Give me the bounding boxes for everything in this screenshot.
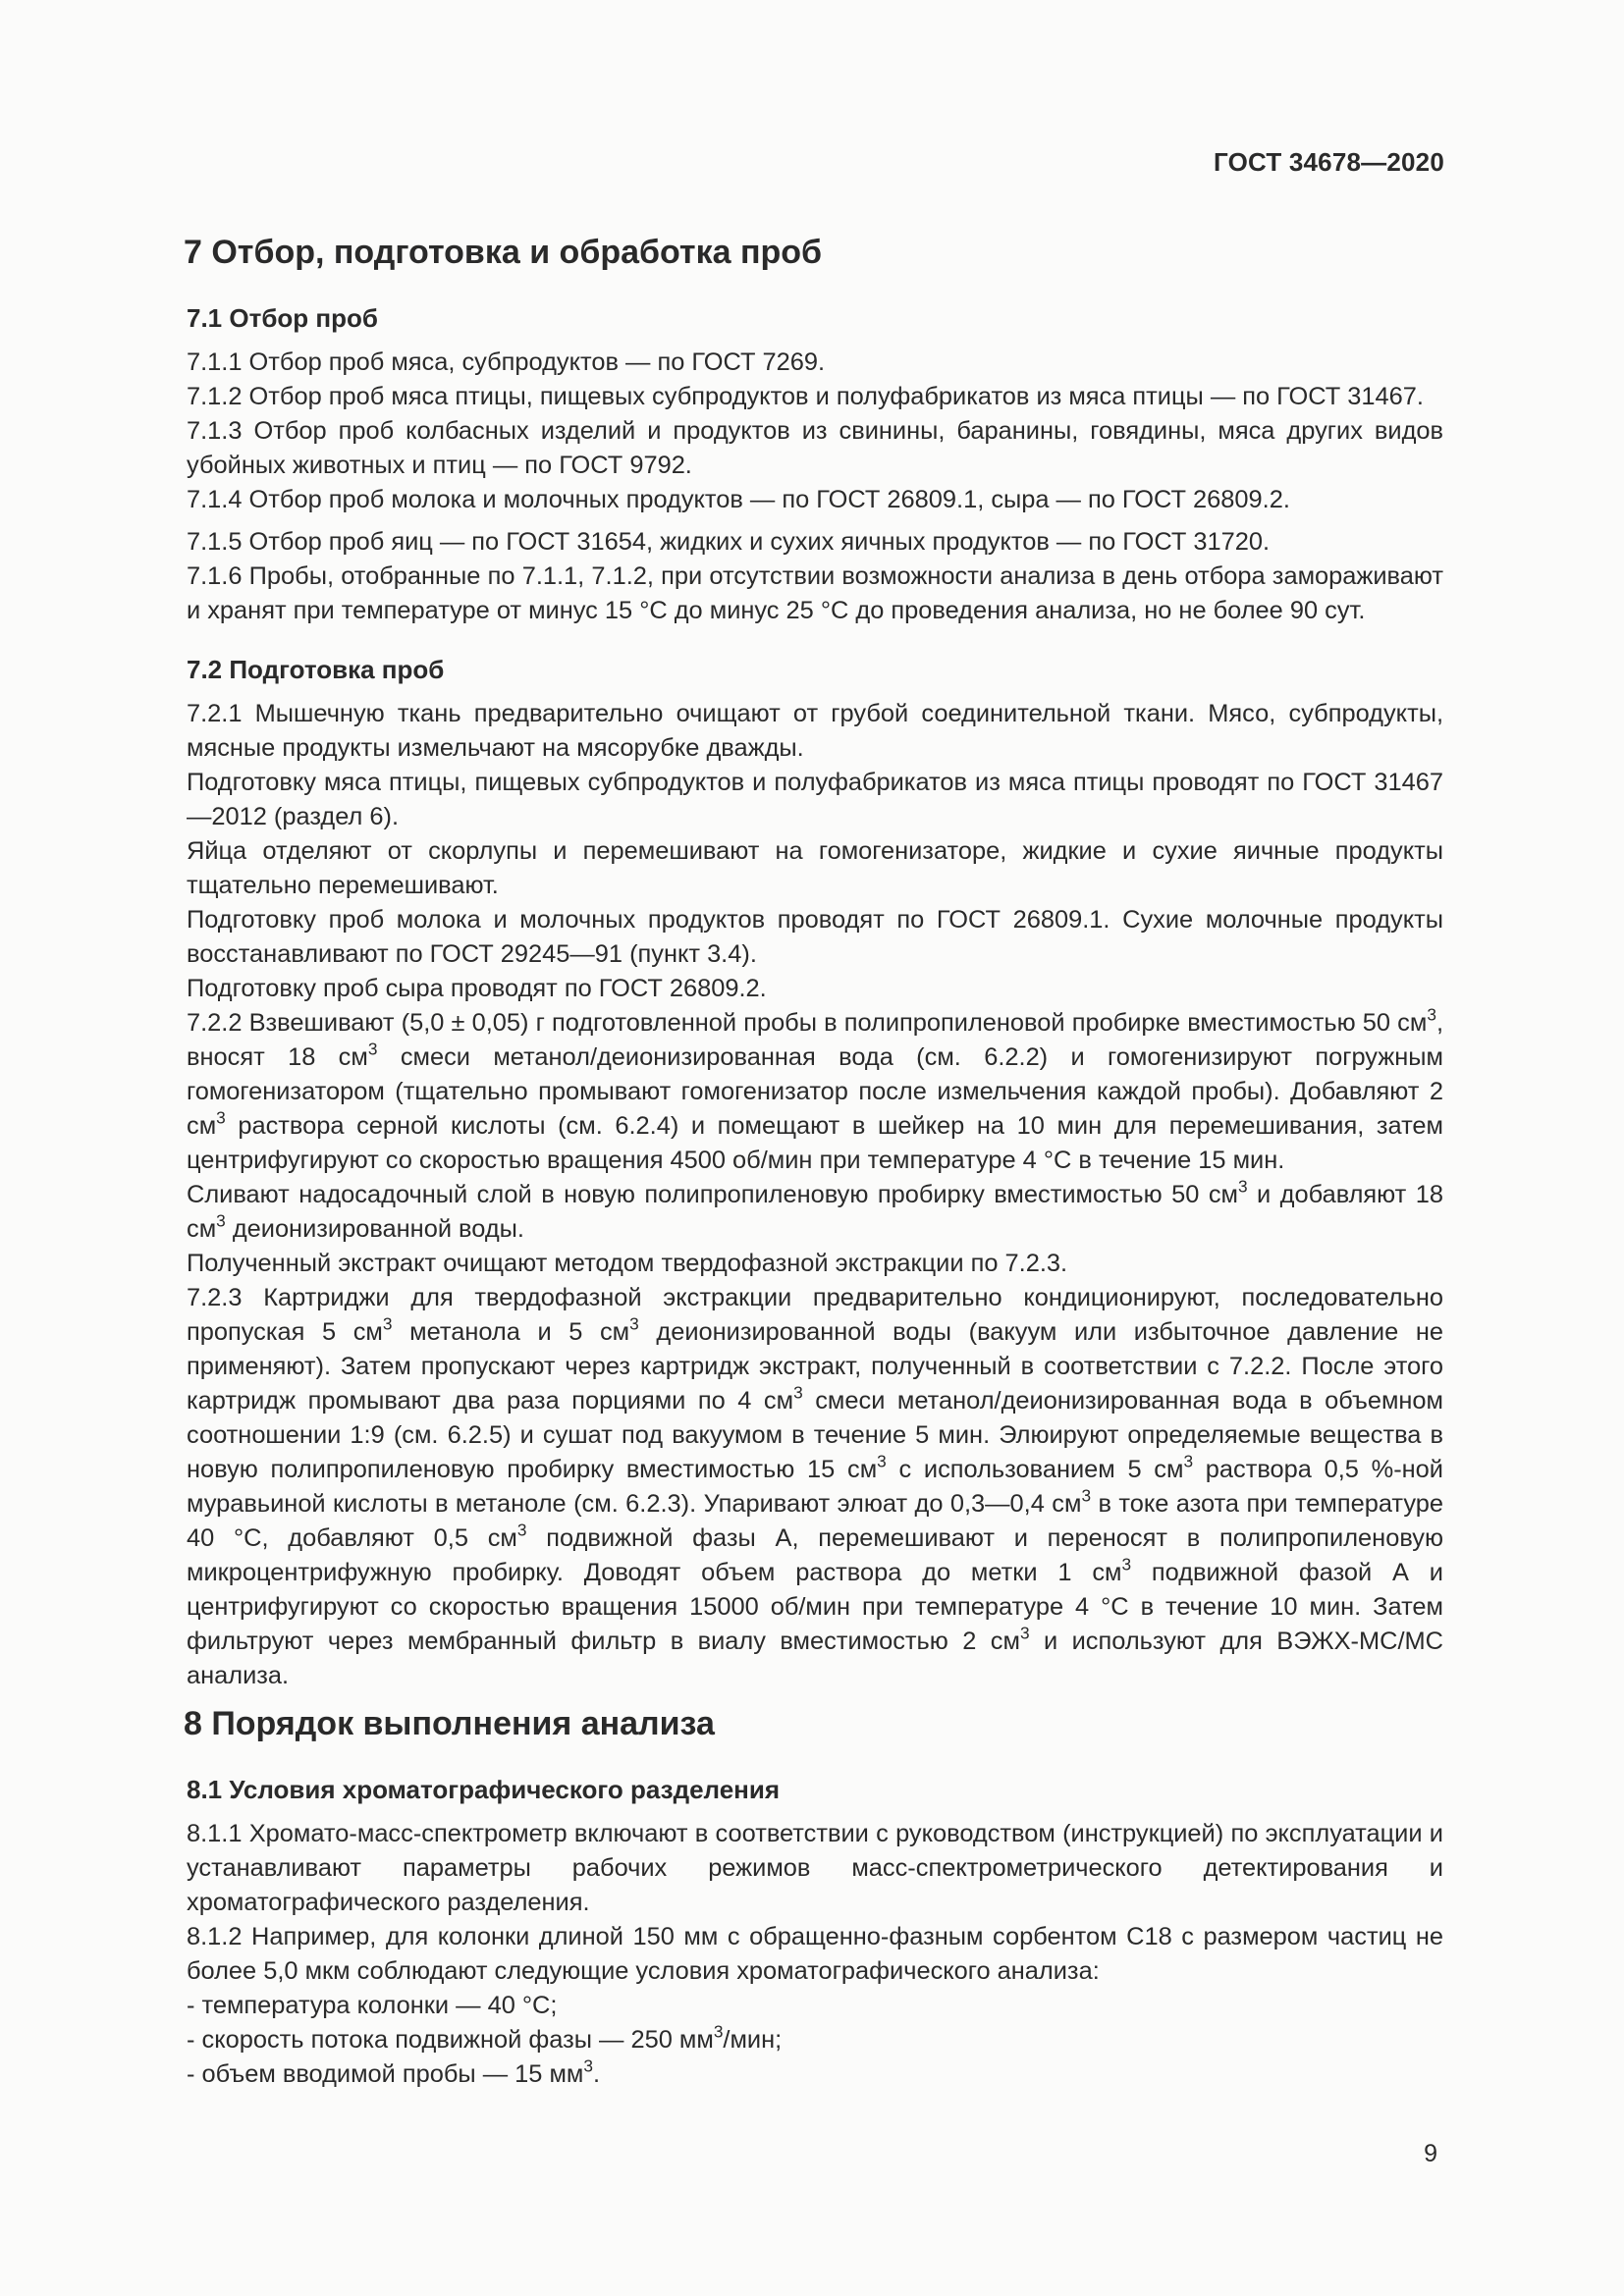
page-content	[184, 216, 1443, 2092]
list-item-text: - объем вводимой пробы — 15 мм	[187, 2060, 584, 2088]
superscript: 3	[216, 1107, 226, 1128]
paragraph-text: в токе азота при температуре 40 °С, добавляют 0,5 см	[187, 1490, 1443, 1552]
paragraph-7-2-1-milk: Подготовку проб молока и молочных продуктов проводят по ГОСТ 26809.1. Сухие молочные продукты восстанавливают по ГОСТ 29245—91 (пункт 3.4).	[187, 906, 1443, 968]
paragraph-7-2-1-cheese: Подготовку проб сыра проводят по ГОСТ 26809.2.	[187, 975, 767, 1002]
paragraph-text: раствора серной кислоты (см. 6.2.4) и помещают в шейкер на 10 мин для перемешивания, затем центрифугируют со скоростью вращения 4500 об/мин при температуре 4 °С в течение 15 мин.	[187, 1112, 1443, 1174]
paragraph-text: , вносят 18 см	[187, 1009, 1443, 1071]
superscript: 3	[713, 2021, 724, 2042]
superscript: 3	[516, 1520, 527, 1540]
paragraph-7-2-1-poultry: Подготовку мяса птицы, пищевых субпродуктов и полуфабрикатов из мяса птицы проводят по ГОСТ 31467—2012 (раздел 6).	[187, 769, 1443, 830]
superscript: 3	[877, 1451, 887, 1471]
paragraph-text: подвижной фазы А, перемешивают и переносят в полипропиленовую микроцентрифужную пробирку. Доводят объем раствора до метки 1 см	[187, 1524, 1443, 1586]
superscript: 3	[382, 1313, 393, 1334]
paragraph-7-2-2	[184, 1006, 1443, 1178]
superscript: 3	[1019, 1623, 1030, 1643]
paragraph-7-1-5: 7.1.5 Отбор проб яиц — по ГОСТ 31654, жидких и сухих яичных продуктов — по ГОСТ 31720.	[187, 528, 1271, 556]
list-item-text: - скорость потока подвижной фазы — 250 мм	[187, 2026, 714, 2054]
superscript: 3	[583, 2056, 593, 2076]
paragraph-text: деионизированной воды.	[225, 1215, 524, 1243]
list-item-injection-volume	[184, 2057, 1443, 2092]
paragraph-text: Сливают надосадочный слой в новую полипропиленовую пробирку вместимостью 50 см	[187, 1181, 1238, 1208]
paragraph-8-1-2: 8.1.2 Например, для колонки длиной 150 мм с обращенно-фазным сорбентом С18 с размером частиц не более 5,0 мкм соблюдают следующие условия хроматографического анализа:	[187, 1923, 1443, 1985]
list-item-column-temperature: - температура колонки — 40 °С;	[187, 1992, 558, 2019]
superscript: 3	[1183, 1451, 1194, 1471]
conditions-list	[184, 1989, 1443, 2092]
document-header: ГОСТ 34678—2020	[1214, 147, 1444, 177]
paragraph-text: и используют для ВЭЖХ-МС/МС анализа.	[187, 1628, 1444, 1689]
paragraph-text: деионизированной воды (вакуум или избыточное давление не применяют). Затем пропускают через картридж экстракт, полученный в соответствии с 7.2.2. После этого картридж промывают два раза порциями по 4 см	[187, 1318, 1443, 1415]
paragraph-7-1-1: 7.1.1 Отбор проб мяса, субпродуктов — по ГОСТ 7269.	[187, 348, 826, 376]
paragraph-text: подвижной фазой А и центрифугируют со скоростью вращения 15000 об/мин при температуре 4 °С в течение 10 мин. Затем фильтруют через мембранный фильтр в виалу вместимостью 2 см	[187, 1559, 1443, 1655]
superscript: 3	[1081, 1485, 1092, 1506]
section-8-title: 8 Порядок выполнения анализа	[184, 1705, 715, 1742]
paragraph-7-2-1-eggs: Яйца отделяют от скорлупы и перемешивают на гомогенизаторе, жидкие и сухие яичные продукты тщательно перемешивают.	[187, 837, 1443, 899]
paragraph-text: метанола и 5 см	[392, 1318, 630, 1346]
paragraph-7-1-2: 7.1.2 Отбор проб мяса птицы, пищевых субпродуктов и полуфабрикатов из мяса птицы — по ГОСТ 31467.	[187, 383, 1424, 410]
paragraph-text: и добавляют 18 см	[187, 1181, 1443, 1243]
subsection-7-2-title: 7.2 Подготовка проб	[187, 655, 445, 684]
paragraph-7-1-4: 7.1.4 Отбор проб молока и молочных продуктов — по ГОСТ 26809.1, сыра — по ГОСТ 26809.2.	[187, 486, 1290, 513]
paragraph-7-1-6: 7.1.6 Пробы, отобранные по 7.1.1, 7.1.2, при отсутствии возможности анализа в день отбора замораживают и хранят при температуре от минус 15 °С до минус 25 °С до проведения анализа, но не более 90 сут.	[187, 562, 1443, 624]
paragraph-text: 7.2.2 Взвешивают (5,0 ± 0,05) г подготовленной пробы в полипропиленовой пробирке вместимостью 50 см	[187, 1009, 1428, 1037]
paragraph-text: раствора 0,5 %-ной муравьиной кислоты в метаноле (см. 6.2.3). Упаривают элюат до 0,3—0,4 см	[187, 1456, 1443, 1518]
superscript: 3	[1427, 1004, 1436, 1025]
paragraph-7-2-3	[184, 1281, 1443, 1693]
paragraph-8-1-1: 8.1.1 Хромато-масс-спектрометр включают в соответствии с руководством (инструкцией) по эксплуатации и устанавливают параметры рабочих режимов масс-спектрометрического детектирования и хроматографического разделения.	[187, 1820, 1443, 1916]
superscript: 3	[1121, 1554, 1132, 1575]
superscript: 3	[793, 1382, 803, 1403]
paragraph-text: 7.2.3 Картриджи для твердофазной экстракции предварительно кондиционируют, последовательно пропуская 5 см	[187, 1284, 1443, 1346]
subsection-8-1-title: 8.1 Условия хроматографического разделения	[187, 1775, 781, 1804]
list-item-flow-rate	[184, 2023, 1443, 2057]
subsection-7-1-title: 7.1 Отбор проб	[187, 303, 378, 333]
superscript: 3	[629, 1313, 639, 1334]
list-item-text: .	[593, 2060, 601, 2088]
paragraph-7-2-2-extract: Полученный экстракт очищают методом твердофазной экстракции по 7.2.3.	[187, 1250, 1068, 1277]
list-item-text: /мин;	[723, 2026, 783, 2054]
page-number: 9	[1424, 2140, 1437, 2167]
superscript: 3	[216, 1210, 226, 1231]
superscript: 3	[1237, 1176, 1248, 1197]
superscript: 3	[367, 1039, 378, 1059]
paragraph-text: с использованием 5 см	[886, 1456, 1184, 1483]
section-7-title: 7 Отбор, подготовка и обработка проб	[184, 234, 823, 271]
paragraph-7-1-3: 7.1.3 Отбор проб колбасных изделий и продуктов из свинины, баранины, говядины, мяса других видов убойных животных и птиц — по ГОСТ 9792.	[187, 417, 1443, 479]
paragraph-7-2-2-decant	[184, 1178, 1443, 1247]
paragraph-text: смеси метанол/деионизированная вода (см. 6.2.2) и гомогенизируют погружным гомогенизатором (тщательно промывают гомогенизатор после измельчения каждой пробы). Добавляют 2 см	[187, 1043, 1443, 1140]
paragraph-text: смеси метанол/деионизированная вода в объемном соотношении 1:9 (см. 6.2.5) и сушат под вакуумом в течение 5 мин. Элюируют определяемые вещества в новую полипропиленовую пробирку вместимостью 15 см	[187, 1387, 1443, 1483]
paragraph-7-2-1: 7.2.1 Мышечную ткань предварительно очищают от грубой соединительной ткани. Мясо, субпродукты, мясные продукты измельчают на мясорубке дважды.	[187, 700, 1443, 762]
